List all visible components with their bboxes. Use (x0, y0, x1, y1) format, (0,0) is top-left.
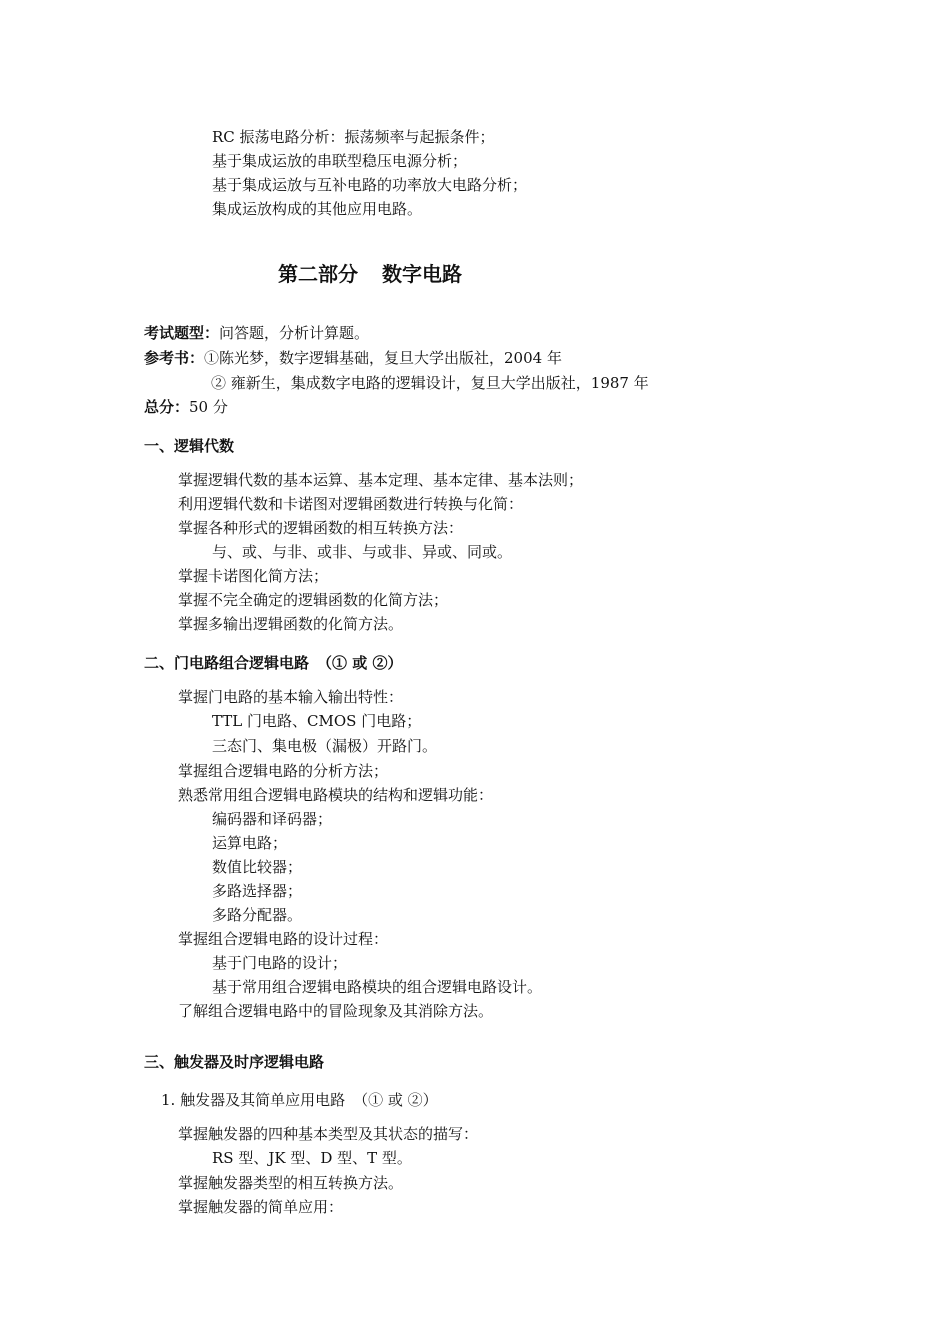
text-line: 数值比较器； (212, 858, 303, 876)
exam-type-label: 考试题型： (144, 324, 220, 342)
text-line: 掌握不完全确定的逻辑函数的化简方法； (178, 591, 449, 609)
text-line: 掌握触发器的四种基本类型及其状态的描写： (178, 1125, 479, 1143)
part-title (278, 260, 462, 288)
text-line: 掌握各种形式的逻辑函数的相互转换方法： (178, 519, 464, 537)
text-line: 三态门、集电极（漏极）开路门。 (212, 737, 438, 755)
reference-2: ② 雍新生，集成数字电路的逻辑设计，复旦大学出版社，1987 年 (211, 374, 649, 392)
subsection-heading-text: 1. 触发器及其简单应用电路 (161, 1091, 346, 1109)
text-line: 基于集成运放与互补电路的功率放大电路分析； (212, 176, 528, 194)
part-title-number: 第二部分 (278, 262, 358, 286)
subsection-heading (161, 1090, 438, 1110)
reference-1: ①陈光梦，数字逻辑基础，复旦大学出版社，2004 年 (204, 349, 562, 367)
text-line: 掌握卡诺图化简方法； (178, 567, 329, 585)
text-line: 了解组合逻辑电路中的冒险现象及其消除方法。 (178, 1002, 494, 1020)
text-line: RC 振荡电路分析：振荡频率与起振条件； (212, 128, 495, 146)
text-line: 运算电路； (212, 834, 288, 852)
section-heading-text: 二、门电路组合逻辑电路 (144, 654, 310, 672)
text-line: 利用逻辑代数和卡诺图对逻辑函数进行转换与化简： (178, 495, 524, 513)
section-heading-note: （① 或 ②） (317, 654, 403, 672)
section-heading: 一、逻辑代数 (144, 437, 235, 455)
text-line: TTL 门电路、CMOS 门电路； (212, 712, 422, 730)
text-line: 与、或、与非、或非、与或非、异或、同或。 (212, 543, 513, 561)
text-line: 多路选择器； (212, 882, 303, 900)
score-value: 50 分 (189, 398, 228, 416)
score-line (144, 397, 228, 417)
part-title-name: 数字电路 (382, 262, 462, 286)
section-heading: 三、触发器及时序逻辑电路 (144, 1053, 325, 1071)
subsection-heading-note: （① 或 ②） (353, 1091, 438, 1109)
text-line: 掌握门电路的基本输入输出特性： (178, 688, 404, 706)
exam-type-value: 问答题，分析计算题。 (219, 324, 370, 342)
text-line: 多路分配器。 (212, 906, 303, 924)
exam-type-line (144, 323, 369, 343)
text-line: 基于集成运放的串联型稳压电源分析； (212, 152, 468, 170)
section-heading (144, 653, 402, 673)
score-label: 总分： (144, 398, 190, 416)
text-line: 掌握逻辑代数的基本运算、基本定理、基本定律、基本法则； (178, 471, 584, 489)
text-line: 掌握组合逻辑电路的分析方法； (178, 762, 389, 780)
text-line: 掌握组合逻辑电路的设计过程： (178, 930, 389, 948)
text-line: 基于门电路的设计； (212, 954, 348, 972)
text-line: 基于常用组合逻辑电路模块的组合逻辑电路设计。 (212, 978, 543, 996)
reference-label: 参考书： (144, 349, 205, 367)
text-line: 集成运放构成的其他应用电路。 (212, 200, 423, 218)
text-line: 掌握触发器类型的相互转换方法。 (178, 1174, 404, 1192)
text-line: RS 型、JK 型、D 型、T 型。 (212, 1149, 412, 1167)
text-line: 熟悉常用组合逻辑电路模块的结构和逻辑功能： (178, 786, 494, 804)
text-line: 掌握触发器的简单应用： (178, 1198, 344, 1216)
reference-line (144, 348, 562, 368)
text-line: 掌握多输出逻辑函数的化简方法。 (178, 615, 404, 633)
text-line: 编码器和译码器； (212, 810, 333, 828)
